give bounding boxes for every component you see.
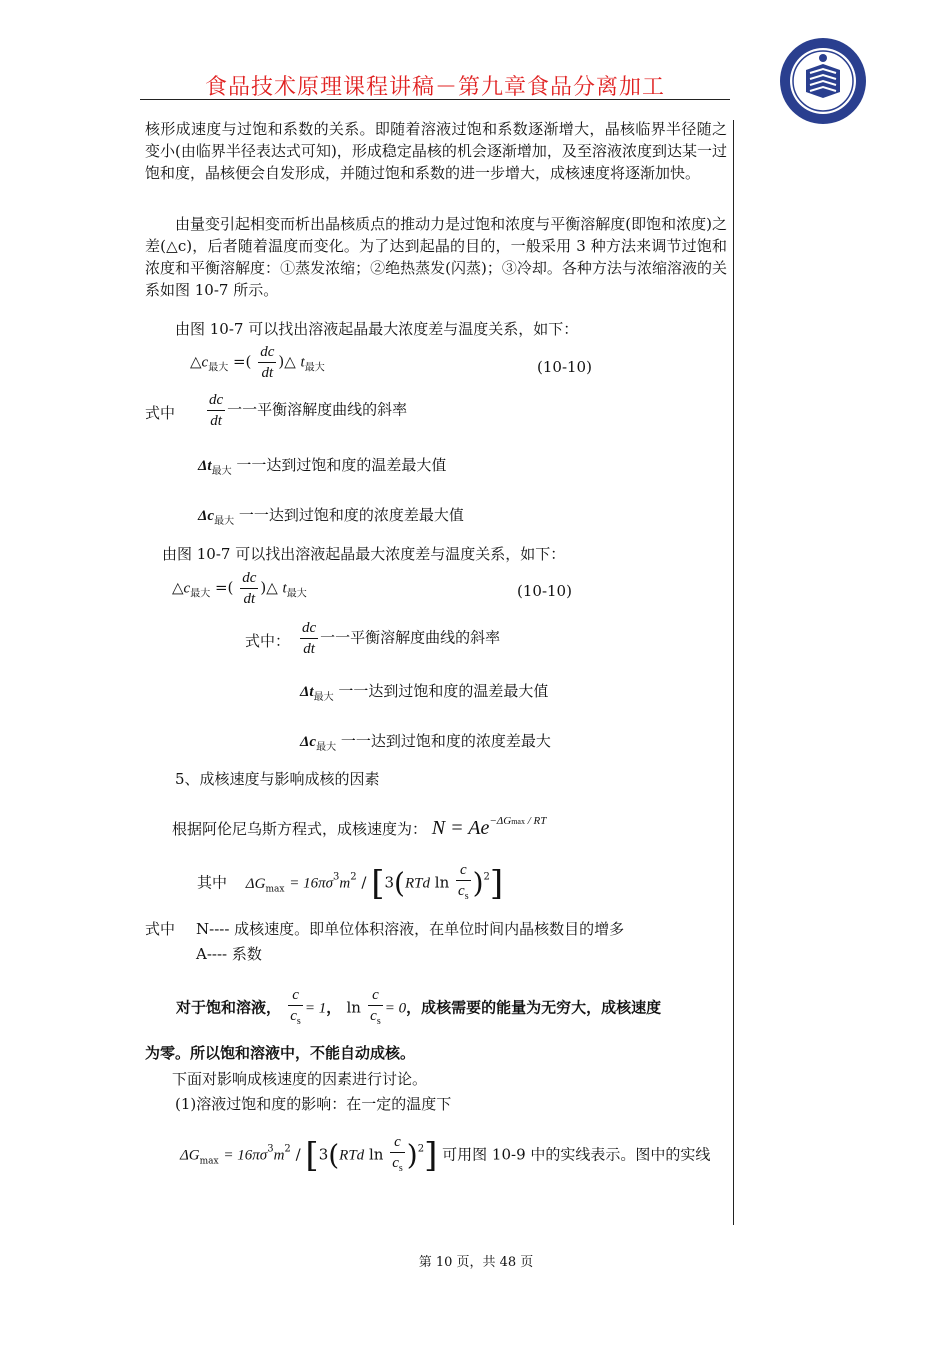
where-label-2: 式中：	[245, 632, 291, 650]
saturated-solution-statement: 对于饱和溶液， $\frac{c}{c_s}$ = 1， ln $\frac{c}{c_s}$ = 0，成核需要的能量为无穷大，成核速度	[176, 987, 662, 1027]
gibbs-energy-equation-2: $\Delta G_{max} = 16\pi\sigma^3m^2 / [3(RTd$ ln $\frac{c}{c_s}$ )$^2$] 可用图 10-9 中的实线表示。图中的实线	[180, 1134, 711, 1176]
definition-delta-c-2: $\Delta c_{最大}$ 一一达到过饱和度的浓度差最大	[300, 732, 551, 753]
definition-delta-t: $\Delta t_{最大}$ 一一达到过饱和度的温差最大值	[198, 456, 447, 477]
definition-N: N---- 成核速度。即单位体积溶液，在单位时间内晶核数目的增多	[196, 920, 625, 938]
right-margin-rule	[733, 120, 734, 1225]
page-number-footer: 第 10 页，共 48 页	[418, 1255, 534, 1270]
definition-slope-2: $\frac{dc}{dt}$ 一一平衡溶解度曲线的斜率	[302, 620, 501, 657]
paragraph-figure-ref: 由图 10-7 可以找出溶液起晶最大浓度差与温度关系，如下：	[175, 320, 579, 338]
equation-10-10: $\triangle c_{最大}$ =( $\frac{dc}{dt}$ )△ $t_{最大}$	[190, 344, 325, 381]
where-label-3: 式中	[145, 920, 176, 938]
where-label: 式中	[145, 404, 176, 422]
definition-delta-c: $\Delta c_{最大}$ 一一达到过饱和度的浓度差最大值	[198, 506, 464, 527]
arrhenius-equation: 根据阿伦尼乌斯方程式，成核速度为： $N = Ae^{-\Delta Gmax / RT}$	[172, 815, 547, 839]
paragraph-nucleation-rate: 核形成速度与过饱和系数的关系。即随着溶液过饱和系数逐渐增大，晶核临界半径随之变小(由临界半径表达式可知)，形成稳定晶核的机会逐渐增加，及至溶液浓度到达某一过饱和度，晶核便会自发形成，并随过饱和系数的进一步增大，成核速度将逐渐加快。	[145, 120, 727, 182]
header-divider	[140, 99, 730, 100]
equation-number: (10-10)	[537, 358, 592, 376]
definition-A: A---- 系数	[196, 945, 262, 963]
paragraph-supersaturation: (1)溶液过饱和度的影响：在一定的温度下	[175, 1095, 452, 1113]
saturated-solution-conclusion: 为零。所以饱和溶液中，不能自动成核。	[145, 1044, 416, 1062]
equation-number-2: (10-10)	[517, 582, 572, 600]
paragraph-discussion: 下面对影响成核速度的因素进行讨论。	[172, 1070, 428, 1088]
page-title: 食品技术原理课程讲稿－第九章食品分离加工	[204, 75, 665, 100]
definition-delta-t-2: $\Delta t_{最大}$ 一一达到过饱和度的温差最大值	[300, 682, 549, 703]
definition-slope: $\frac{dc}{dt}$ 一一平衡溶解度曲线的斜率	[209, 392, 408, 429]
gibbs-energy-equation: 其中 $\Delta G_{max} = 16\pi\sigma^3m^2 / [3(RTd$ ln $\frac{c}{c_s}$ )$^2$]	[197, 862, 504, 904]
equation-10-10-repeat: $\triangle c_{最大}$ =( $\frac{dc}{dt}$ )△ $t_{最大}$	[172, 570, 307, 607]
paragraph-driving-force: 由量变引起相变而析出晶核质点的推动力是过饱和浓度与平衡溶解度(即饱和浓度)之差(△c)，后者随着温度而变化。为了达到起晶的目的，一般采用 3 种方法来调节过饱和浓度和平衡溶解度：①蒸发浓缩；②绝热蒸发(闪蒸)；③冷却。各种方法与浓缩溶液的关系如图 10-7 所示。	[145, 215, 727, 299]
paragraph-figure-ref-2: 由图 10-7 可以找出溶液起晶最大浓度差与温度关系，如下：	[162, 545, 566, 563]
university-seal-logo	[778, 36, 868, 126]
section-heading-5: 5、成核速度与影响成核的因素	[175, 770, 380, 788]
